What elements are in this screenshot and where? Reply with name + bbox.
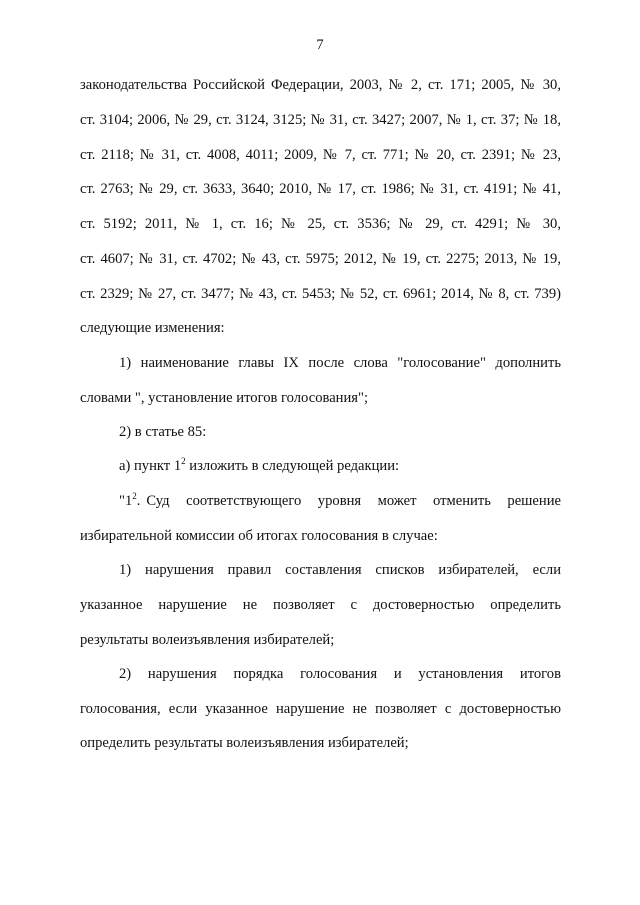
point-text: изложить в следующей редакции: bbox=[189, 458, 400, 474]
text-line: ст. 2763; № 29, ст. 3633, 3640; 2010, № 17, ст. 1986; № 31, ст. 4191; № 41, bbox=[80, 181, 561, 197]
text-line: ст. 2118; № 31, ст. 4008, 4011; 2009, № 7, ст. 771; № 20, ст. 2391; № 23, bbox=[80, 147, 561, 163]
text-line: избирательной комиссии об итогах голосования в случае: bbox=[80, 528, 438, 544]
text-line: ст. 4607; № 31, ст. 4702; № 43, ст. 5975; 2012, № 19, ст. 2275; 2013, № 19, bbox=[80, 251, 561, 267]
quote-prefix: "1 bbox=[119, 493, 133, 509]
text-line: 2) в статье 85: bbox=[119, 424, 207, 440]
quote-lead bbox=[119, 492, 140, 510]
text-line: ст. 2329; № 27, ст. 3477; № 43, ст. 5453; № 52, ст. 6961; 2014, № 8, ст. 739) bbox=[80, 286, 561, 302]
text-line: определить результаты волеизъявления избирателей; bbox=[80, 735, 409, 751]
text-line: 1) нарушения правил составления списков избирателей, если bbox=[119, 562, 561, 578]
text-line: словами ", установление итогов голосования"; bbox=[80, 390, 369, 406]
text-line: ст. 5192; 2011, № 1, ст. 16; № 25, ст. 3536; № 29, ст. 4291; № 30, bbox=[80, 216, 561, 232]
quote-line bbox=[119, 492, 561, 510]
page-number: 7 bbox=[316, 37, 324, 53]
text-line: законодательства Российской Федерации, 2003, № 2, ст. 171; 2005, № 30, bbox=[80, 77, 561, 93]
quote-superscript: 2 bbox=[132, 491, 137, 501]
text-line: следующие изменения: bbox=[80, 320, 225, 336]
text-line: указанное нарушение не позволяет с достоверностью определить bbox=[80, 597, 561, 613]
quote-text: Суд соответствующего уровня может отменить решение bbox=[146, 493, 561, 509]
quote-dot: . bbox=[136, 493, 141, 509]
text-line: ст. 3104; 2006, № 29, ст. 3124, 3125; № 31, ст. 3427; 2007, № 1, ст. 37; № 18, bbox=[80, 112, 561, 128]
text-line: 1) наименование главы IX после слова "голосование" дополнить bbox=[119, 355, 561, 371]
point-prefix: а) пункт 1 bbox=[119, 458, 182, 474]
text-line: результаты волеизъявления избирателей; bbox=[80, 632, 335, 648]
point-superscript: 2 bbox=[181, 456, 186, 466]
text-line: 2) нарушения порядка голосования и установления итогов bbox=[119, 666, 561, 682]
point-line bbox=[119, 457, 561, 475]
text-line: голосования, если указанное нарушение не позволяет с достоверностью bbox=[80, 701, 561, 717]
